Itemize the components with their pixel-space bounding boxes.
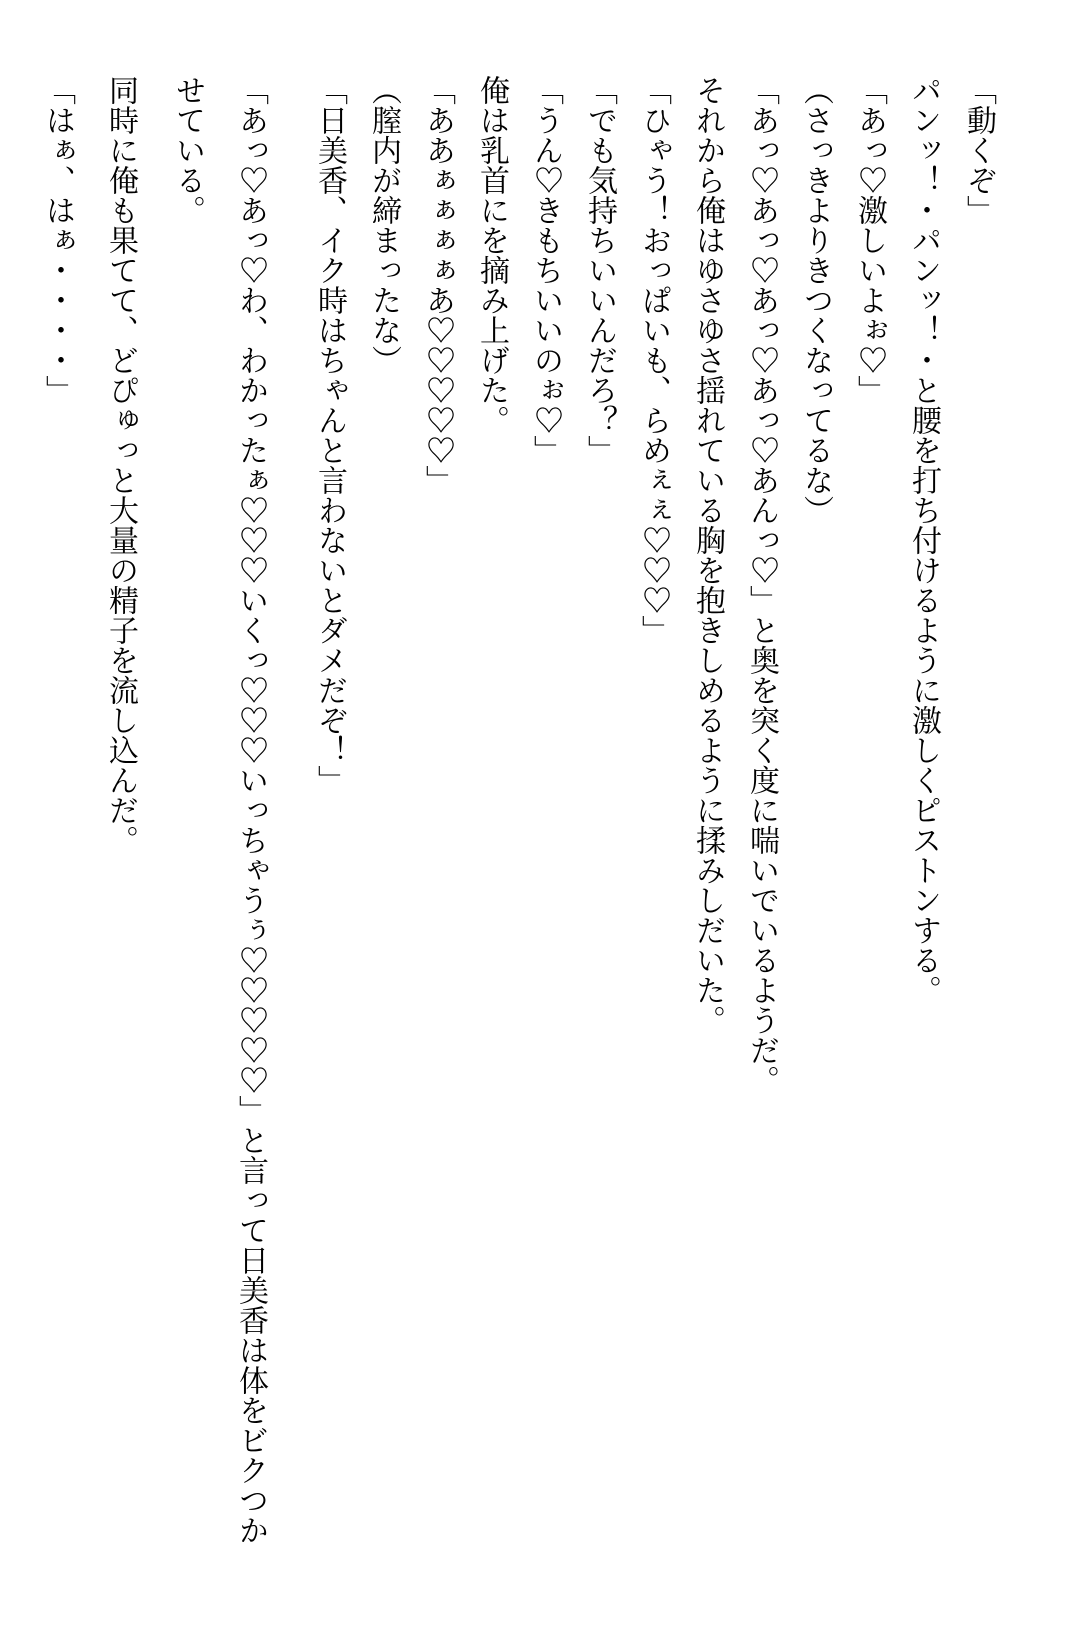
- text-line-12: （膣内が締まったな）: [367, 75, 400, 375]
- text-line-3: 「あっ♡激しいよぉ♡」: [853, 75, 886, 405]
- text-line-15: せている。: [171, 75, 204, 225]
- text-line-5: 「あっ♡あっ♡あっ♡あっ♡あんっ♡」と奥を突く度に喘いでいるようだ。: [745, 75, 778, 1095]
- text-line-6: それから俺はゆさゆさ揺れている胸を抱きしめるように揉みしだいた。: [691, 75, 724, 1035]
- text-line-17: 「はぁ、はぁ・・・・」: [41, 75, 74, 405]
- text-line-1: 「動くぞ」: [962, 75, 995, 225]
- text-line-9: 「うん♡きもちいいのぉ♡」: [529, 75, 562, 465]
- text-line-13: 「日美香、イク時はちゃんと言わないとダメだぞ！」: [313, 75, 346, 795]
- text-line-11: 「ああぁぁぁぁあ♡♡♡♡♡」: [421, 75, 454, 495]
- text-line-4: （さっきよりきつくなってるな）: [799, 75, 832, 525]
- text-line-10: 俺は乳首にを摘み上げた。: [475, 75, 508, 435]
- text-line-2: パンッ！・パンッ！・と腰を打ち付けるように激しくピストンする。: [907, 75, 940, 1005]
- text-line-16: 同時に俺も果てて、どぴゅっと大量の精子を流し込んだ。: [104, 75, 137, 855]
- text-line-14: 「あっ♡あっ♡わ、わかったぁ♡♡♡いくっ♡♡♡いっちゃうぅ♡♡♡♡♡」と言って日美香は体をビクつか: [234, 75, 267, 1545]
- text-line-7: 「ひゃう！おっぱいも、らめぇぇ♡♡♡」: [637, 75, 670, 645]
- text-line-8: 「でも気持ちいいんだろ？」: [583, 75, 616, 465]
